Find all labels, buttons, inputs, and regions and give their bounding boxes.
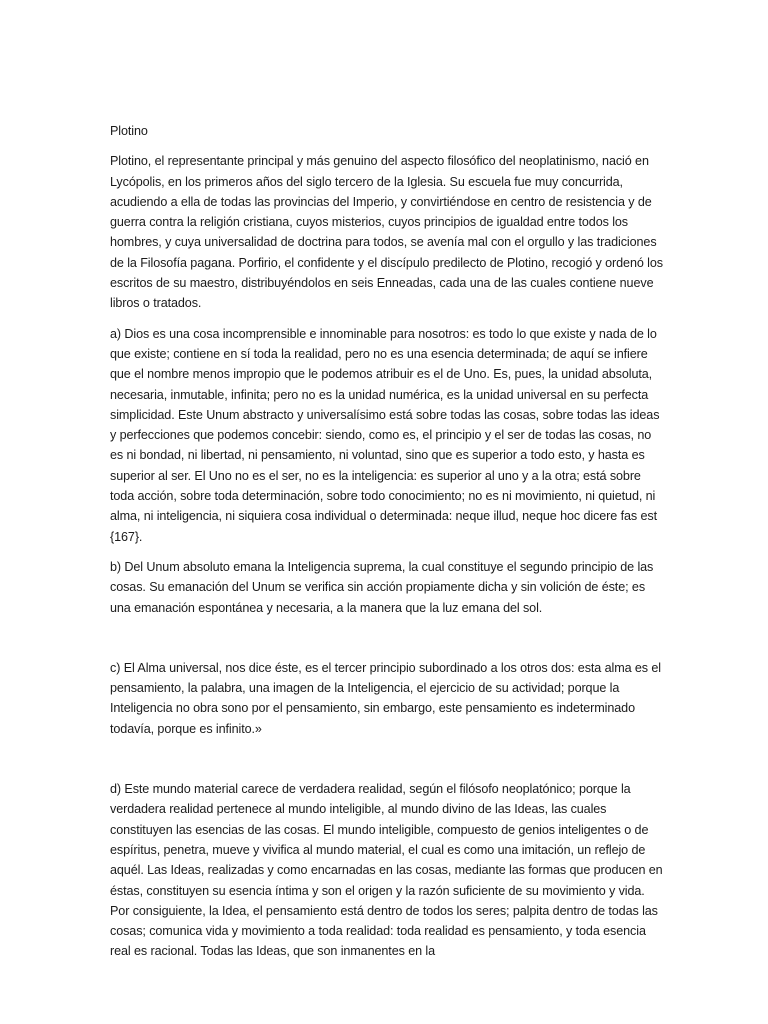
paragraph-intro: Plotino, el representante principal y más genuino del aspecto filosófico del neoplatinismo, nació en Lycópolis, en los primeros años del siglo tercero de la Iglesia. Su escuela fue muy concurrida, acudiendo a ella de todas las provincias del Imperio, y convirtiéndose en centro de resistencia y de guerra contra la religión cristiana, cuyos misterios, cuyos principios de igualdad entre todos los hombres, y cuya universalidad de doctrina para todos, se avenía mal con el orgullo y las tradiciones de la Filosofía pagana. Porfirio, el confidente y el discípulo predilecto de Plotino, recogió y ordenó los escritos de su maestro, distribuyéndolos en seis Enneadas, cada una de las cuales contiene nueve libros o tratados. — [110, 154, 663, 311]
paragraph-b: b) Del Unum absoluto emana la Inteligencia suprema, la cual constituye el segundo principio de las cosas. Su emanación del Unum se verifica sin acción propiamente dicha y sin volición de éste; es una emanación espontánea y necesaria, a la manera que la luz emana del sol. — [110, 559, 654, 615]
paragraph-c: c) El Alma universal, nos dice éste, es el tercer principio subordinado a los otros dos: esta alma es el pensamiento, la palabra, una imagen de la Inteligencia, el ejercicio de su actividad; porque la Inteligencia no obra sono por el pensamiento, sin embargo, este pensamiento es indeterminado todavía, porque es infinito.» — [110, 660, 662, 736]
paragraph-a: a) Dios es una cosa incomprensible e innominable para nosotros: es todo lo que existe y nada de lo que existe; contiene en sí toda la realidad, pero no es una esencia determinada; de aquí se infiere que el nombre menos impropio que le podemos atribuir es el de Uno. Es, pues, la unidad absoluta, necesaria, inmutable, infinita; pero no es la unidad numérica, es la unidad universal en su perfecta simplicidad. Este Unum abstracto y universalísimo está sobre todas las cosas, sobre todas las ideas y perfecciones que podemos concebir: siendo, como es, el principio y el ser de todas las cosas, no es ni bondad, ni libertad, ni pensamiento, ni voluntad, sino que es superior a todo esto, y hasta es superior al ser. El Uno no es el ser, no es la inteligencia: es superior al uno y a la otra; está sobre toda acción, sobre toda determinación, sobre todo conocimiento; no es ni movimiento, ni quietud, ni alma, ni inteligencia, ni siquiera cosa individual o determinada: neque illud, neque hoc dicere fas est {167}. — [110, 326, 660, 544]
document-title: Plotino — [110, 124, 148, 138]
document-body — [110, 121, 665, 962]
paragraph-d: d) Este mundo material carece de verdadera realidad, según el filósofo neoplatónico; porque la verdadera realidad pertenece al mundo inteligible, al mundo divino de las Ideas, las cuales constituyen las esencias de las cosas. El mundo inteligible, compuesto de genios inteligentes o de espíritus, penetra, mueve y vivifica al mundo material, el cual es como una imitación, un reflejo de aquél. Las Ideas, realizadas y como encarnadas en las cosas, mediante las formas que producen en éstas, constituyen su esencia íntima y son el origen y la razón suficiente de su movimiento y vida. Por consiguiente, la Idea, el pensamiento está dentro de todos los seres; palpita dentro de todas las cosas; comunica vida y movimiento a toda realidad: toda realidad es pensamiento, y toda esencia real es racional. Todas las Ideas, que son inmanentes en la — [110, 782, 663, 959]
